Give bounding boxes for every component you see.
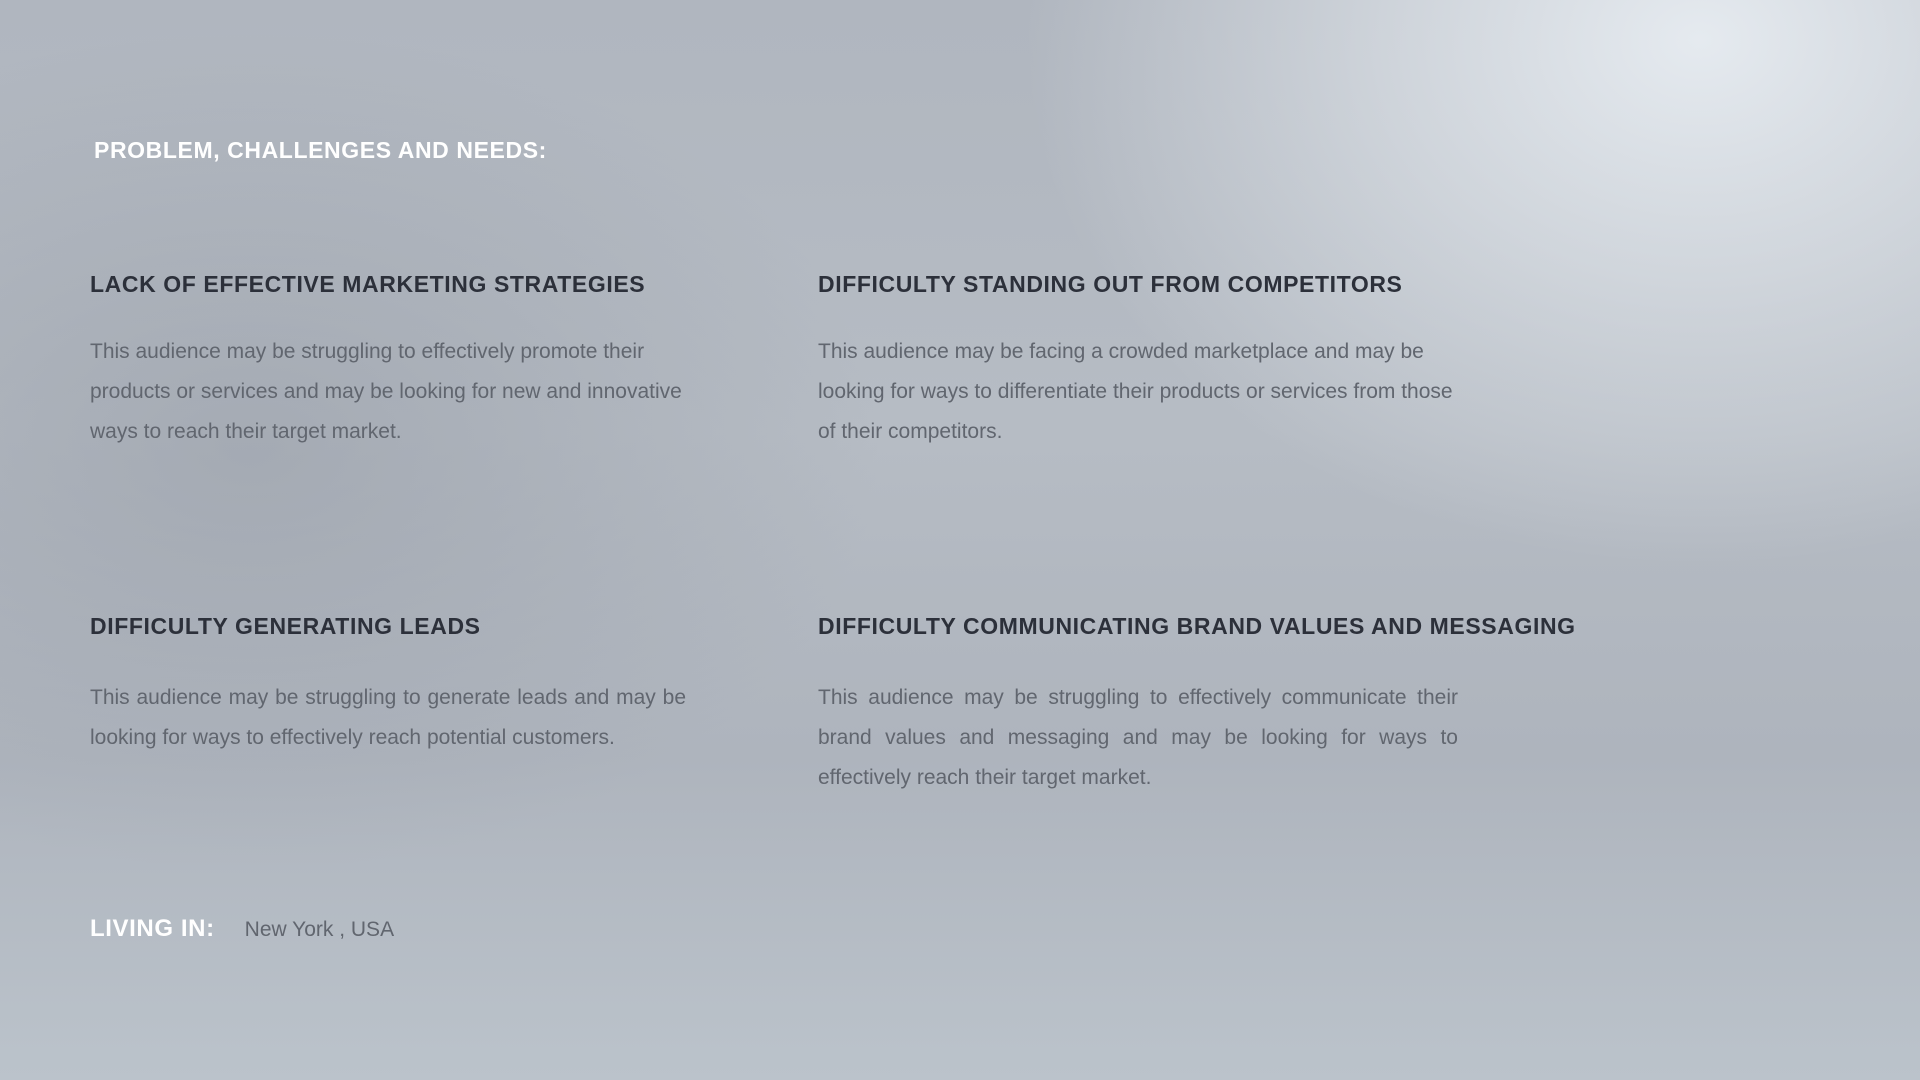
card-marketing-strategies bbox=[90, 271, 750, 452]
card-brand-values bbox=[818, 613, 1718, 798]
card-body: This audience may be struggling to effectively promote their products or services and may be looking for new and innovative ways to reach their target market. bbox=[90, 340, 682, 443]
card-body: This audience may be struggling to effectively communicate their brand values and messaging and may be looking for ways to effectively reach their target market. bbox=[818, 686, 1458, 789]
card-heading: LACK OF EFFECTIVE MARKETING STRATEGIES bbox=[90, 271, 646, 297]
card-body: This audience may be struggling to generate leads and may be looking for ways to effectively reach potential customers. bbox=[90, 686, 686, 749]
location-label: LIVING IN: bbox=[90, 915, 215, 942]
location-row bbox=[90, 915, 394, 943]
section-title: PROBLEM, CHALLENGES AND NEEDS: bbox=[94, 137, 547, 163]
card-body: This audience may be facing a crowded marketplace and may be looking for ways to differentiate their products or services from those of their competitors. bbox=[818, 340, 1453, 443]
card-heading: DIFFICULTY COMMUNICATING BRAND VALUES AND MESSAGING bbox=[818, 613, 1576, 639]
card-heading: DIFFICULTY GENERATING LEADS bbox=[90, 613, 481, 639]
location-value: New York , USA bbox=[244, 918, 395, 941]
card-standing-out bbox=[818, 271, 1478, 452]
card-heading: DIFFICULTY STANDING OUT FROM COMPETITORS bbox=[818, 271, 1403, 297]
card-generating-leads bbox=[90, 613, 750, 758]
